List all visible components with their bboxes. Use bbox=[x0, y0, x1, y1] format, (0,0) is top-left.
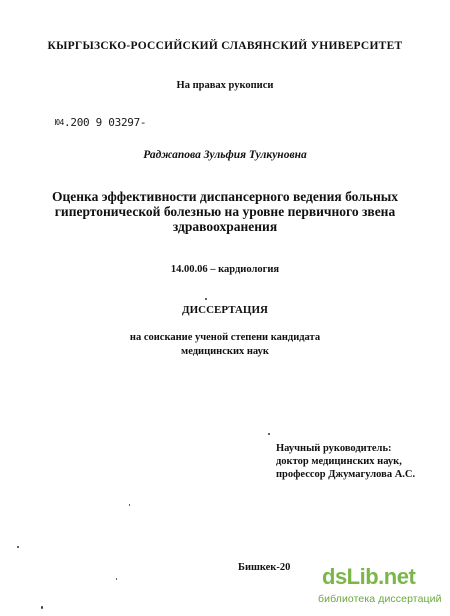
scan-speck bbox=[129, 504, 130, 506]
dslib-watermark bbox=[316, 566, 450, 616]
stamp-number: .200 9 03297- bbox=[64, 116, 147, 129]
degree-line: на соискание ученой степени кандидата bbox=[129, 332, 321, 343]
watermark-logo: dsLib.net bbox=[322, 564, 416, 589]
scan-speck bbox=[205, 298, 207, 300]
scan-speck bbox=[116, 578, 117, 580]
advisor-line: Научный руководитель: bbox=[276, 443, 392, 454]
author-name: Раджапова Зульфия Тулкуновна bbox=[143, 149, 307, 161]
degree-statement bbox=[0, 331, 450, 359]
scan-speck bbox=[41, 606, 43, 609]
scan-speck bbox=[17, 546, 19, 548]
title-line: здравоохранения bbox=[172, 219, 278, 234]
scientific-advisor bbox=[276, 442, 415, 481]
title-line: Оценка эффективности диспансерного ведения больных bbox=[51, 189, 399, 204]
dissertation-title bbox=[0, 189, 450, 234]
stamp-prefix: Ю4 bbox=[55, 118, 65, 127]
degree-line: медицинских наук bbox=[181, 346, 269, 357]
scan-speck bbox=[268, 433, 270, 435]
watermark-caption: библиотека диссертаций bbox=[318, 593, 442, 605]
university-name: КЫРГЫЗСКО-РОССИЙСКИЙ СЛАВЯНСКИЙ УНИВЕРСИТЕТ bbox=[47, 40, 403, 52]
advisor-line: доктор медицинских наук, bbox=[276, 456, 402, 467]
city-year: Бишкек-20 bbox=[238, 562, 291, 573]
specialty-code: 14.00.06 – кардиология bbox=[170, 264, 280, 275]
title-line: гипертонической болезнью на уровне первичного звена bbox=[54, 204, 396, 219]
library-stamp-number bbox=[55, 117, 146, 128]
manuscript-rights-note: На правах рукописи bbox=[176, 80, 274, 91]
dissertation-label: ДИССЕРТАЦИЯ bbox=[182, 304, 268, 316]
advisor-line: профессор Джумагулова А.С. bbox=[276, 469, 416, 480]
